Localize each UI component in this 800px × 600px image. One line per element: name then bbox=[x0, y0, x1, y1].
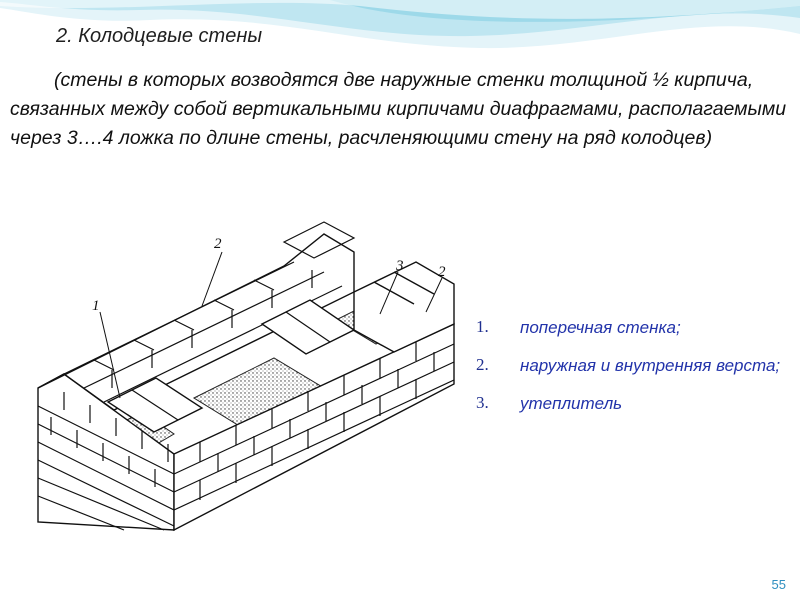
slide-description: (стены в которых возводятся две наружные стенки толщиной ½ кирпича, связанных между собой вертикальными кирпичами диафрагмами, располагаемыми через 3….4 ложка по длине стены, расчленяющими стену на ряд колодцев) bbox=[10, 69, 787, 149]
legend-item bbox=[476, 354, 796, 378]
callout-label: 2 bbox=[438, 264, 446, 280]
legend-item bbox=[476, 316, 796, 340]
callout-label: 2 bbox=[214, 236, 222, 252]
legend-item bbox=[476, 392, 796, 416]
legend-number: 3. bbox=[476, 393, 489, 412]
legend-text: наружная и внутренняя верста; bbox=[520, 356, 781, 375]
well-wall-drawing bbox=[24, 212, 468, 540]
legend-text: утеплитель bbox=[520, 394, 623, 413]
slide-title: 2. Колодцевые стены bbox=[56, 25, 263, 47]
legend-number: 2. bbox=[476, 355, 489, 374]
callout-label: 3 bbox=[396, 258, 404, 274]
legend-number: 1. bbox=[476, 317, 489, 336]
callout-label: 1 bbox=[92, 298, 100, 314]
page-number: 55 bbox=[771, 577, 786, 592]
legend-text: поперечная стенка; bbox=[520, 318, 681, 337]
masonry-wall-illustration bbox=[24, 212, 468, 540]
legend-list bbox=[476, 316, 796, 430]
